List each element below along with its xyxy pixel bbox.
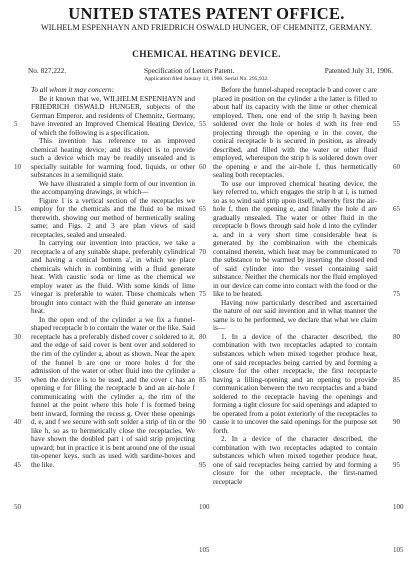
paragraph: Having now particularly described and ascertained the nature of our said invention and in what manner the same is to be performed, we declare that what we claim is— bbox=[213, 298, 377, 333]
line-number: 105 bbox=[393, 546, 404, 555]
paragraph: In carrying our invention into practice, we take a receptacle a of any suitable shape, preferably cylindrical and having a conical bottom a', in which we place chemicals which in combining with a fluid generate heat. With caustic soda or lime as the chemical we employ water as the fluid. With some kinds of lime vinegar is preferable to water. These chemicals when brought into contact with the fluid generate an intense heat. bbox=[31, 239, 195, 316]
line-number: 95 bbox=[393, 460, 400, 469]
line-number: 70 bbox=[393, 247, 400, 256]
line-number: 70 bbox=[199, 247, 206, 256]
specification-label: Specification of Letters Patent. bbox=[144, 66, 235, 75]
invention-title: CHEMICAL HEATING DEVICE. bbox=[132, 50, 281, 60]
line-number: 60 bbox=[393, 162, 400, 171]
paragraph: To use our improved chemical heating device, the key referred to, which engages the strip h at i, is turned so as to wind said strip upon itself, whereby first the air-hole f, then the opening e, and finally the hole d are gradually unsealed. The water or other fluid in the receptacle b flows through said hole d into the cylinder a, and in a very short time considerable heat is generated by the combination with the chemicals contained therein, which heat may be communicated to the substance to be warmed by inserting the closed end of said cylinder into the vessel containing said substance. Neither the chemicals nor the fluid employed in our device can come into contact with the food or the like to be heated. bbox=[213, 179, 377, 299]
line-number: 25 bbox=[14, 290, 21, 299]
line-number: 85 bbox=[393, 375, 400, 384]
left-text-column bbox=[31, 86, 195, 469]
line-number: 75 bbox=[393, 290, 400, 299]
paragraph: Before the funnel-shaped receptacle b and cover c are placed in position on the cylinder a the latter is filled to about half its capacity with the lime or other chemical employed. Then, one end of the strip h having been soldered over the hole or holes d with its free end projecting through the opening e in the cover, the conical receptacle b is secured in position, as already described, and filled with the water or other fluid employed, whereupon the strip h is soldered down over the opening e and the air-hole f, thus hermetically sealing both receptacles. bbox=[213, 86, 377, 180]
paragraph: In the open end of the cylinder a we fix a funnel-shaped receptacle b to contain the water or the like. Said receptacle has a preferably dished cover c soldered to it, and the edge of said cover is bent over and soldered to the rim of the cylinder a, about as shown. Near the apex of the funnel b are one or more holes d for the admission of the water or other fluid into the cylinder a when the device is to be used, and the cover c has an opening e for filling the receptacle b and an air-hole f communicating with the cylinder a, the rim of the funnel at the point where this hole f is formed being bent inward, forming the recess g. Over these openings d, e, and f we secure with soft solder a strip of tin or the like h, so as to hermetically close the receptacles. We have shown the doubled part i of said strip projecting upward; but in practice it is bent around one of the usual tin-opener keys, such as used with sardine-boxes and the like. bbox=[31, 315, 195, 469]
line-number: 100 bbox=[199, 503, 210, 512]
line-number: 90 bbox=[393, 418, 400, 427]
paragraph: Be it known that we, WILHELM ESPENHAYN and FRIEDRICH OSWALD HUNGER, subjects of the German Emperor, and residents of Chemnitz, Germany, have invented an Improved Chemical Heating Device, of which the following is a specification. bbox=[31, 94, 195, 137]
right-text-column bbox=[213, 86, 377, 486]
line-number: 100 bbox=[393, 503, 404, 512]
paragraph: 2. In a device of the character described, the combination with two receptacles adapted to contain substances which when mixed together produce heat, one of said receptacles being carried by and forming a closure for the other receptacle, the first-named receptacle bbox=[213, 435, 377, 486]
patent-meta-row bbox=[28, 66, 393, 76]
paragraph: We have illustrated a simple form of our invention in the accompanying drawings, in which— bbox=[31, 179, 195, 197]
line-number: 80 bbox=[393, 333, 400, 342]
patented-date: Patented July 31, 1906. bbox=[324, 66, 393, 75]
paragraph: Figure 1 is a vertical section of the receptacles we employ for the chemicals and the fluid to be mixed therewith, showing our method of hermetically sealing same; and Figs. 2 and 3 are plan views of said receptacles, sealed and unsealed. bbox=[31, 196, 195, 239]
line-number: 55 bbox=[199, 120, 206, 129]
line-number: 50 bbox=[14, 503, 21, 512]
line-number: 20 bbox=[14, 247, 21, 256]
line-number: 65 bbox=[393, 205, 400, 214]
salutation: To all whom it may concern: bbox=[31, 86, 114, 94]
line-number: 85 bbox=[199, 375, 206, 384]
line-number: 90 bbox=[199, 418, 206, 427]
line-number: 15 bbox=[14, 205, 21, 214]
patent-number: No. 827,222. bbox=[28, 66, 67, 75]
line-number: 105 bbox=[199, 546, 210, 555]
line-number: 5 bbox=[14, 120, 18, 129]
line-number: 45 bbox=[14, 460, 21, 469]
office-title: UNITED STATES PATENT OFFICE. bbox=[68, 4, 345, 23]
line-number: 55 bbox=[393, 120, 400, 129]
line-number: 35 bbox=[14, 375, 21, 384]
paragraph: 1. In a device of the character described, the combination with two receptacles adapted to contain substances which when mixed together produce heat, one of said receptacles being carried by and forming a closure for the other receptacle, the first receptacle having a filling-opening and an opening to provide communication between the two receptacles and a band soldered to the receptacle having the openings and forming a tight closure for said openings and adapted to be operated from a point exteriorly of the receptacles to cause it to uncover the said openings for the purpose set forth. bbox=[213, 332, 377, 435]
paragraph: This invention has reference to an improved chemical heating device; and its object is to provide such a device which may be readily unsealed and is specially suitable for warming food, liquids, or other substances in a semiliquid state. bbox=[31, 137, 195, 180]
application-filed-line: Application filed January 13, 1906. Serial No. 295,932. bbox=[144, 76, 269, 82]
line-number: 95 bbox=[199, 460, 206, 469]
line-number: 60 bbox=[199, 162, 206, 171]
line-number: 30 bbox=[14, 333, 21, 342]
line-number: 40 bbox=[14, 418, 21, 427]
line-number: 80 bbox=[199, 333, 206, 342]
line-number: 65 bbox=[199, 205, 206, 214]
line-number: 10 bbox=[14, 162, 21, 171]
inventors-line: WILHELM ESPENHAYN AND FRIEDRICH OSWALD HUNGER, OF CHEMNITZ, GERMANY. bbox=[41, 23, 372, 32]
line-number: 75 bbox=[199, 290, 206, 299]
